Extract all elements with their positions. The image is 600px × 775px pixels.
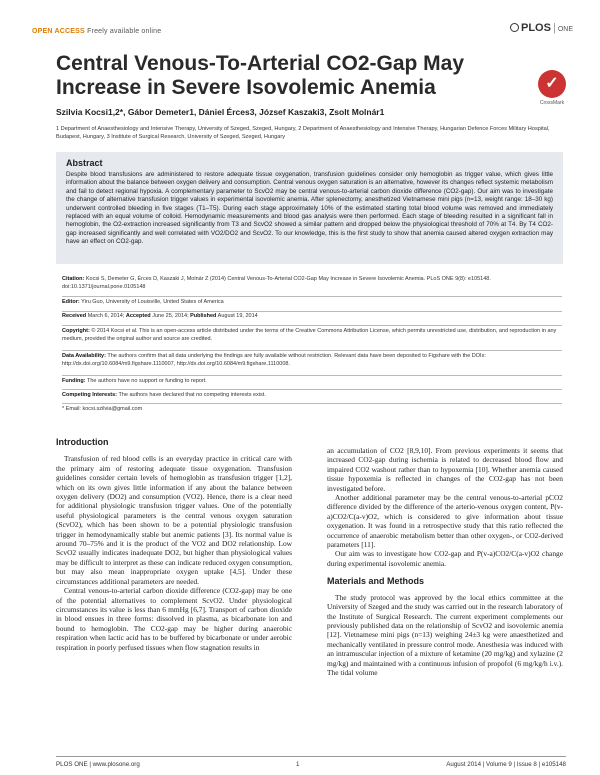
plos-logo-icon [510,23,519,32]
copyright [62,328,562,343]
divider [62,325,562,326]
citation-label: Citation: [62,276,85,282]
accepted-date: June 25, 2014; [152,313,189,319]
crossmark-badge[interactable] [532,70,572,106]
right-paragraph-1: an accumulation of CO2 [8,9,10]. From previous experiments it seems that increased CO2-gap during ischemia is related to decreased blood flow and impaired CO2 washout rather than to hypoxemia [10]. Whether anemia caused tissue hypoxemia is reflected in changes of the CO2-gap has not been investigated before. [327,446,563,493]
data-availability-label: Data Availability: [62,353,106,359]
accepted-label: Accepted [125,313,151,319]
funding-label: Funding: [62,378,86,384]
open-access-label [32,28,161,35]
divider [62,350,562,351]
methods-heading: Materials and Methods [327,576,425,587]
competing-text: The authors have declared that no competing interests exist. [118,392,266,398]
journal-logo: PLOS | ONE [510,22,573,34]
right-column [327,446,563,677]
citation [62,276,562,291]
published-label: Published [190,313,217,319]
email[interactable]: * Email: kocsi.szilvia@gmail.com [62,406,143,412]
oa-subtitle: Freely available online [87,28,162,35]
article-title: Central Venous-To-Arterial CO2-Gap May Increase in Severe Isovolemic Anemia [56,52,465,99]
data-availability-text[interactable]: The authors confirm that all data underlying the findings are fully available without restriction. Relevant data have been deposited to Figshare with the DOIs: http://dx.doi.org/10.6084/m9.figshare.1110007, http://dx.doi.org/10.6084/m9.figshare.1110008. [62,353,486,367]
crossmark-label: CrossMark [539,100,565,106]
competing-interests [62,392,562,400]
received-label: Received [62,313,87,319]
received-date: March 6, 2014; [87,313,125,319]
editor-label: Editor: [62,299,80,305]
funding [62,378,562,386]
footer-journal[interactable]: PLOS ONE | www.plosone.org [56,761,140,768]
right-paragraph-2: Another additional parameter may be the central venous-to-arterial pCO2 difference divided by the difference of the arterio-venous oxygen content, P(v-a)CO2/C(a-v)O2, which is considered to give information about tissue oxygenation. It was found in a retrospective study that this ratio reflected the occurrence of anaerobic metabolism better than other oxygen-, or CO2-derived parameters [11]. [327,493,563,550]
left-column [56,438,292,652]
intro-paragraph-2: Central venous-to-arterial carbon dioxide difference (CO2-gap) may be one of the potential alternatives to complement ScvO2. Under physiological circumstances its value is less than 6 mmHg [6,7]. Transport of carbon dioxide in blood ensues in three forms: dissolved in plasma, as bicarbonate ion and bound to hemoglobin. The CO2-gap may be higher during anaerobic respiration when lactic acid has to be buffered by bicarbonate or under aerobic respiration in poorly perfused tissues when flow stagnation results in [56,586,292,652]
dates [62,313,562,321]
right-paragraph-3: Our aim was to investigate how CO2-gap and P(v-a)CO2/C(a-v)O2 change during experimental isovolemic anemia. [327,549,563,568]
copyright-text: © 2014 Kocsi et al. This is an open-access article distributed under the terms of the Creative Commons Attribution License, which permits unrestricted use, distribution, and reproduction in any medium, provided the original author and source are credited. [62,328,557,342]
competing-label: Competing Interests: [62,392,118,398]
oa-badge: OPEN ACCESS [32,28,85,35]
citation-text: Kocsi S, Demeter G, Érces D, Kaszaki J, Molnár Z (2014) Central Venous-To-Arterial CO2-Gap May Increase in Severe Isovolemic Anemia. PLoS ONE 9(8): e105148. doi:10.1371/journal.pone.0105148 [62,276,491,290]
affiliations: 1 Department of Anaesthesiology and Intensive Therapy, University of Szeged, Szeged, Hungary, 2 Department of Anaesthesiology and Intensive Therapy, Hungarian Defence Forces Military Hospital, Budapest, Hungary, 3 Institute of Surgical Research, University of Szeged, Szeged, Hungary [56,126,550,140]
introduction-heading: Introduction [56,437,109,447]
funding-text: The authors have no support or funding to report. [86,378,207,384]
footer-issue: August 2014 | Volume 9 | Issue 8 | e105148 [446,761,566,768]
methods-paragraph-1: The study protocol was approved by the local ethics committee at the University of Szeged and the study was carried out in the research laboratory of the Institute of Surgical Research. The current experiment complements our previously published data on the relationship of ScvO2 and isovolemic anemia [12]. Vietnamese mini pigs (n=13) weighing 24±3 kg were anaesthetized and mechanically ventilated in pressure control mode. Anesthesia was induced with an intramuscular injection of a mixture of ketamine (20 mg/kg) and xylazine (2 mg/kg) and maintained with a continuous infusion of propofol (6 mg/kg/h i.v.). The tidal volume [327,592,563,677]
abstract-text: Despite blood transfusions are administered to restore adequate tissue oxygenation, transfusion guidelines consider only hemoglobin as trigger value, which gives little information about the balance between oxygen delivery and consumption. Central venous oxygen saturation is an alternative, however its changes reflect systemic metabolism and fail to detect regional hypoxia. A complementary parameter to ScvO2 may be central venous-to-arterial carbon dioxide difference (CO2-gap). Our aim was to investigate the change of alternative transfusion trigger values in experimental isovolemic anemia. After splenectomy, anesthetized Vietnamese mini pigs (n=13, weight range: 18–30 kg) underwent controlled bleeding in five stages (T1–T5). During each stage approximately 10% of the estimated starting total blood volume was removed and immediately replaced with an equal volume of colloid. Hemodynamic measurements and blood gas analysis were then performed. Each stage of bleeding resulted in a significant fall in hemoglobin, the O2-extraction increased significantly from T3 and ScvO2 showed a similar pattern and dropped below the physiological threshold of 70% at T4. By T4 CO2-gap increased significantly and well correlated with VO2/DO2 and ScvO2. To our knowledge, this is the first study to show that anemia caused altered oxygen extraction may have an effect on CO2-gap. [66,171,553,246]
divider [62,375,562,376]
journal-name: PLOS [521,22,551,34]
published-date: August 19, 2014 [217,313,258,319]
abstract-heading: Abstract [66,158,103,168]
page-number: 1 [296,761,300,768]
journal-suffix: ONE [557,26,573,33]
editor [62,299,562,307]
divider [62,389,562,390]
divider [62,403,562,404]
copyright-label: Copyright: [62,328,90,334]
author-list: Szilvia Kocsi1,2*, Gábor Demeter1, Dániel Érces3, József Kaszaki3, Zsolt Molnár1 [56,107,385,117]
divider [62,296,562,297]
divider [62,311,562,312]
data-availability [62,353,562,368]
abstract-box [56,152,563,264]
crossmark-icon: ✓ [538,70,566,98]
intro-paragraph-1: Transfusion of red blood cells is an everyday practice in critical care with the primary aim of restoring adequate tissue oxygenation. Transfusion guidelines consider certain levels of hemoglobin as transfusion trigger [1,2], which on its own gives little information if any about the balance between oxygen delivery (DO2) and consumption (VO2). Hence, there is a clear need for additional physiologic transfusion trigger values. One of the potentially useful physiological parameters is the central venous oxygen saturation (ScvO2), which has been shown to be a potential physiologic transfusion trigger in hemodynamically stable but anemic patients [3]. Its normal value is around 70–75% and it is the product of the VO2 and DO2 relationship. Low ScvO2 usually indicates inadequate DO2, but higher than physiological values may be difficult to interpret as these can indicate reduced oxygen consumption, but may also mean inappropriate oxygen uptake [4,5]. Under these circumstances additional parameters are needed. [56,454,292,586]
editor-text: Yiru Guo, University of Louisville, United States of America [81,299,224,305]
footer-divider [56,756,566,757]
